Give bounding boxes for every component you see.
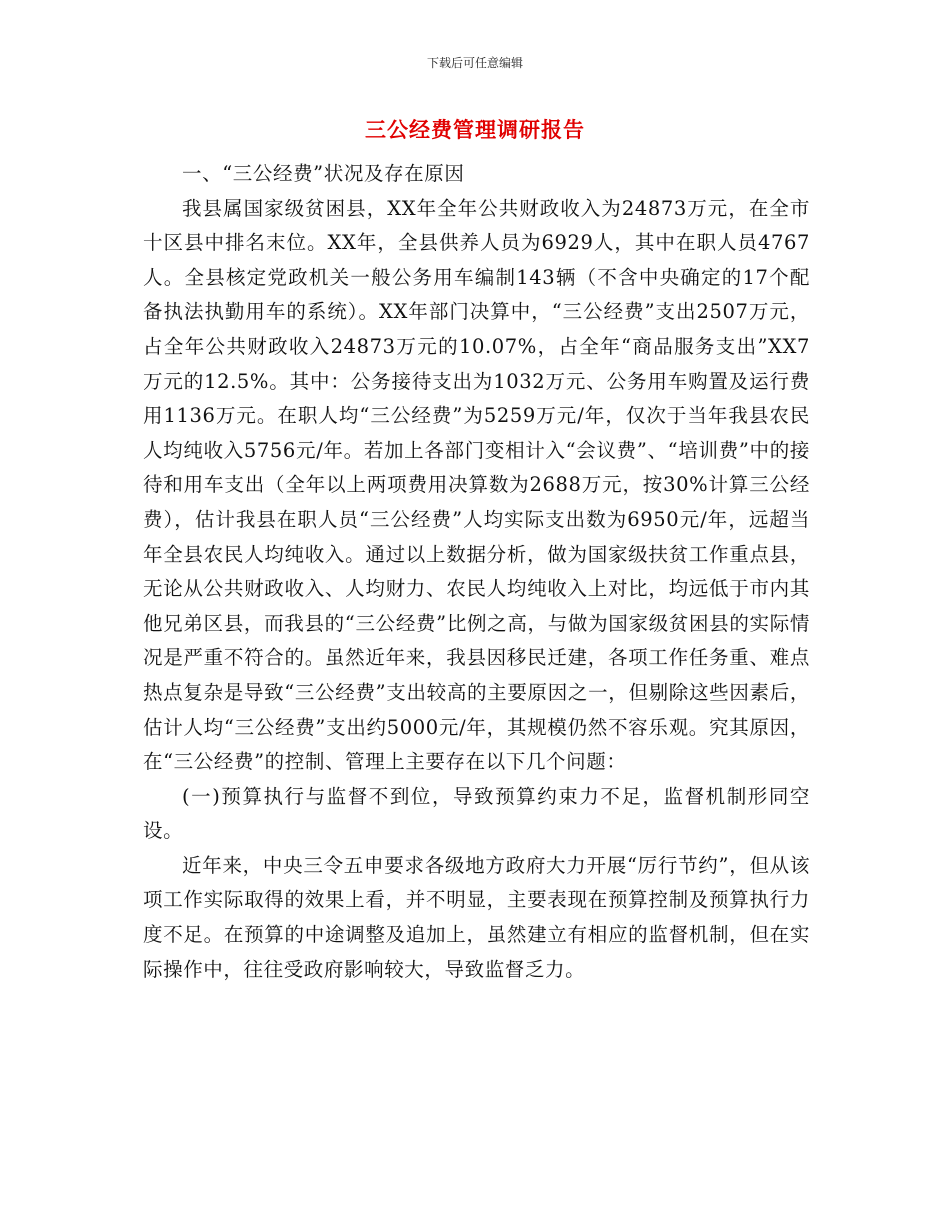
document-title: 三公经费管理调研报告 [365, 117, 585, 142]
document-body [143, 157, 810, 987]
paragraph: 我县属国家级贫困县，XX年全年公共财政收入为24873万元，在全市十区县中排名末位。XX年，全县供养人员为6929人，其中在职人员4767人。全县核定党政机关一般公务用车编制143辆（不含中央确定的17个配备执法执勤用车的系统）。XX年部门决算中，“三公经费”支出2507万元，占全年公共财政收入24873万元的10.07%，占全年“商品服务支出”XX7万元的12.5%。其中：公务接待支出为1032万元、公务用车购置及运行费用1136万元。在职人均“三公经费”为5259万元/年，仅次于当年我县农民人均纯收入5756元/年。若加上各部门变相计入“会议费”、“培训费”中的接待和用车支出（全年以上两项费用决算数为2688万元，按30%计算三公经费），估计我县在职人员“三公经费”人均实际支出数为6950元/年，远超当年全县农民人均纯收入。通过以上数据分析，做为国家级扶贫工作重点县，无论从公共财政收入、人均财力、农民人均纯收入上对比，均远低于市内其他兄弟区县，而我县的“三公经费”比例之高，与做为国家级贫困县的实际情况是严重不符合的。虽然近年来，我县因移民迁建，各项工作任务重、难点热点复杂是导致“三公经费”支出较高的主要原因之一，但剔除这些因素后，估计人均“三公经费”支出约5000元/年，其规模仍然不容乐观。究其原因，在“三公经费”的控制、管理上主要存在以下几个问题： [143, 196, 810, 774]
paragraph: 近年来，中央三令五申要求各级地方政府大力开展“厉行节约”，但从该项工作实际取得的效果上看，并不明显，主要表现在预算控制及预算执行力度不足。在预算的中途调整及追加上，虽然建立有相应的监督机制，但在实际操作中，往往受政府影响较大，导致监督乏力。 [143, 853, 810, 981]
section-heading: 一、“三公经费”状况及存在原因 [182, 162, 465, 185]
subsection-heading: (一)预算执行与监督不到位，导致预算约束力不足，监督机制形同空设。 [143, 784, 810, 843]
header-note: 下载后可任意编辑 [426, 56, 523, 70]
